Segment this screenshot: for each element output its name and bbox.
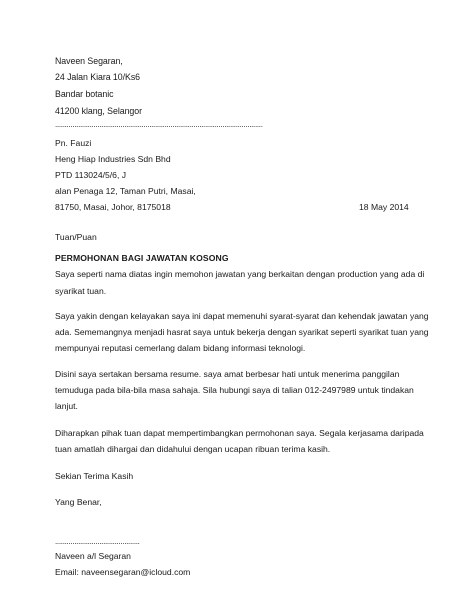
paragraph-2-line-3: mempunyai reputasi cemerlang dalam bidang informasi teknologi. [55,343,306,353]
signature-line: ............................................ [55,537,140,546]
sender-address-line-1: 24 Jalan Kiara 10/Ks6 [55,72,141,82]
paragraph-2-line-1: Saya yakin dengan kelayakan saya ini dapat memenuhi syarat-syarat dan kehendak jawatan yang [55,311,429,321]
paragraph-2-line-2: ada. Sememangnya menjadi hasrat saya untuk bekerja dengan syarikat seperti syarikat tuan yang [55,327,429,337]
letter-date: 18 May 2014 [359,202,409,212]
paragraph-3-line-1: Disini saya sertakan bersama resume. saya amat berbesar hati untuk menerima panggilan [55,369,400,379]
letter-subject: PERMOHONAN BAGI JAWATAN KOSONG [55,253,229,263]
salutation: Tuan/Puan [55,232,97,242]
paragraph-4-line-1: Diharapkan pihak tuan dapat mempertimbangkan permohonan saya. Segala kerjasama daripada [55,428,424,438]
closing-thanks: Sekian Terima Kasih [55,471,134,481]
paragraph-3-line-2: temuduga pada bila-bila masa sahaja. Sila hubungi saya di talian 012-2497989 untuk tindakan [55,385,414,395]
signer-name: Naveen a/l Segaran [55,551,131,561]
recipient-code: PTD 113024/5/6, J [55,170,127,180]
recipient-name: Pn. Fauzi [55,138,92,148]
closing-sincerely: Yang Benar, [55,497,102,507]
paragraph-1-line-2: syarikat tuan. [55,286,107,296]
sender-address-line-3: 41200 klang, Selangor [55,106,142,116]
sender-address-line-2: Bandar botanic [55,89,114,99]
paragraph-1-line-1: Saya seperti nama diatas ingin memohon jawatan yang berkaitan dengan production yang ada di [55,269,425,279]
recipient-company: Heng Hiap Industries Sdn Bhd [55,154,171,164]
sender-name: Naveen Segaran, [55,56,123,66]
paragraph-3-line-3: lanjut. [55,401,78,411]
recipient-address-line-1: alan Penaga 12, Taman Putri, Masai, [55,186,196,196]
signer-email: Email: naveensegaran@icloud.com [55,567,191,577]
recipient-address-line-2: 81750, Masai, Johor, 8175018 [55,202,171,212]
paragraph-4-line-2: tuan amatlah dihargai dan didahului dengan ucapan ribuan terima kasih. [55,444,331,454]
separator-dotted-line: ............................................................................................................ [55,120,263,129]
